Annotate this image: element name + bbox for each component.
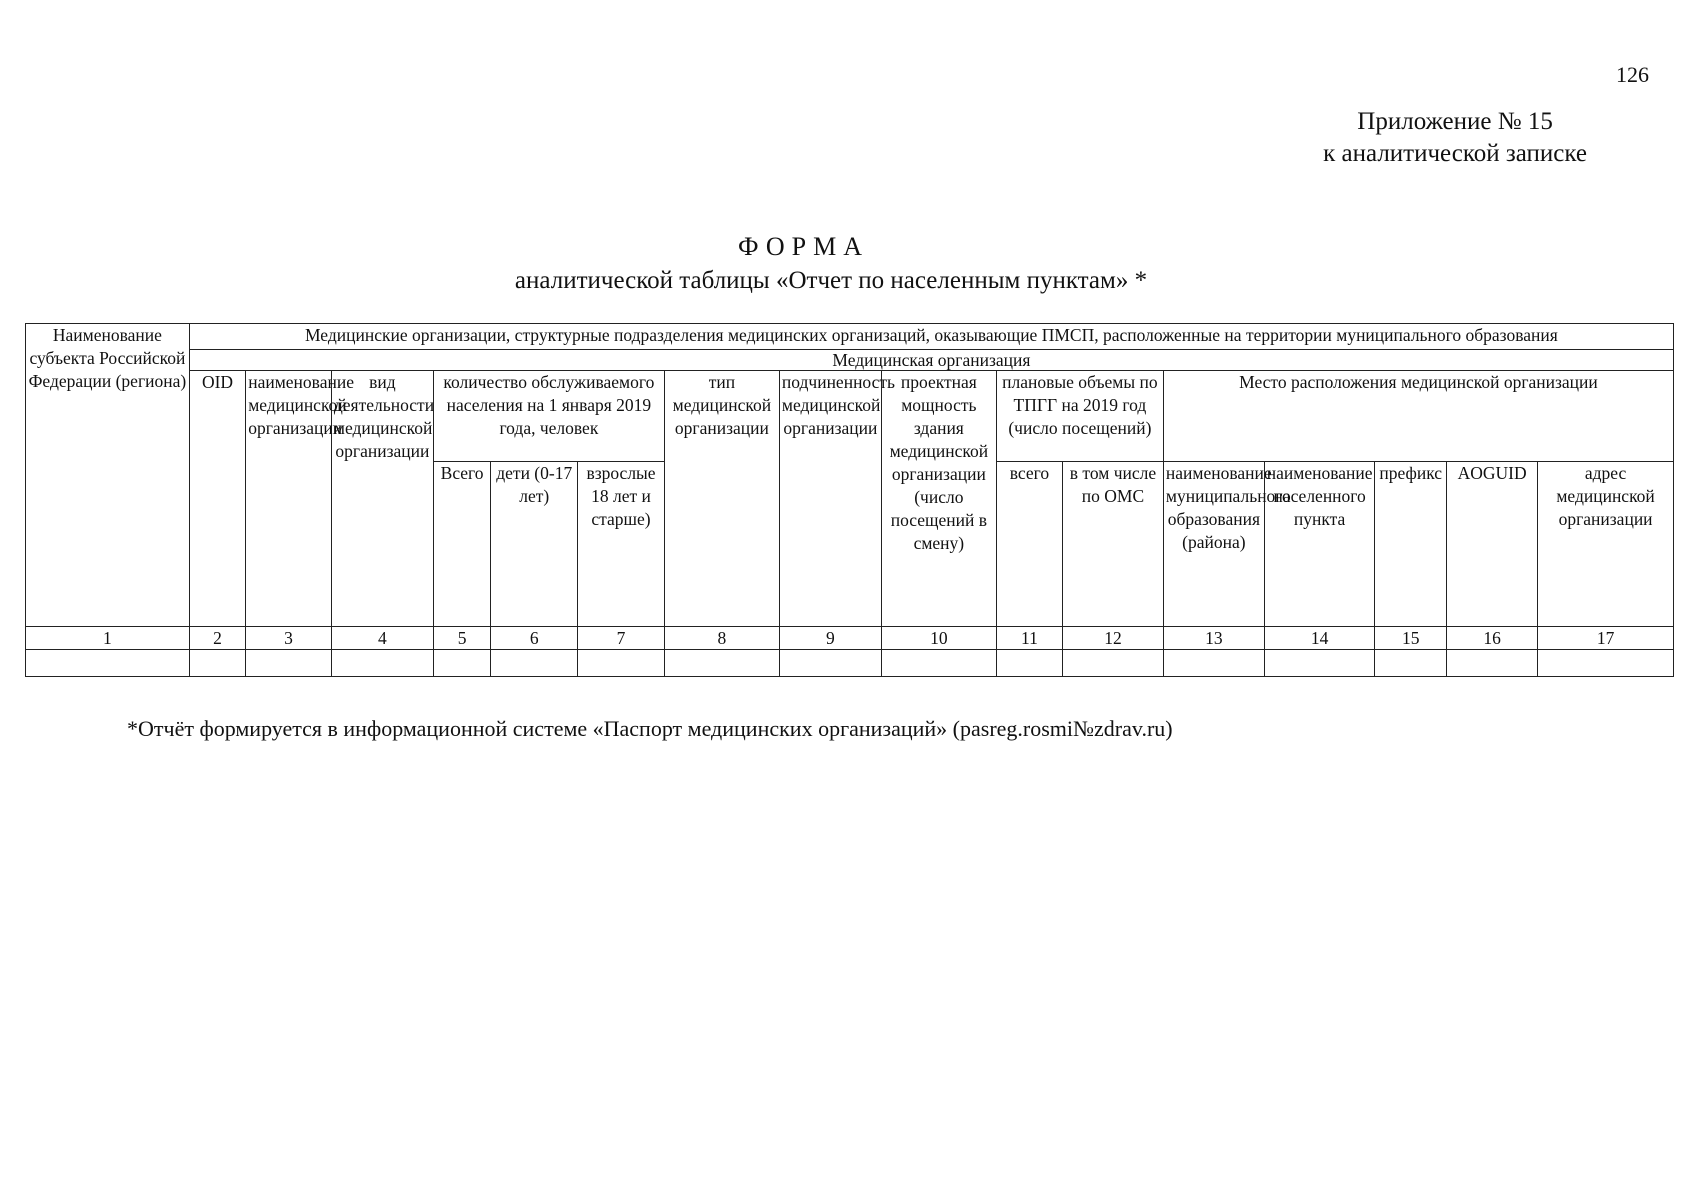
header-prefix: префикс	[1375, 462, 1447, 627]
empty-cell	[1264, 650, 1375, 677]
header-medical-organization: Медицинская организация	[189, 350, 1673, 371]
column-number: 2	[189, 627, 245, 650]
empty-cell	[331, 650, 433, 677]
header-population: количество обслуживаемого населения на 1 января 2019 года, человек	[433, 371, 664, 462]
header-address: адрес медицинской организации	[1538, 462, 1674, 627]
empty-cell	[1163, 650, 1264, 677]
header-population-adults: взрослые 18 лет и старше)	[578, 462, 665, 627]
column-number: 10	[881, 627, 996, 650]
empty-cell	[664, 650, 779, 677]
appendix-line-1: Приложение № 15	[1357, 108, 1553, 135]
header-organizations: Медицинские организации, структурные подразделения медицинских организаций, оказывающие ПМСП, расположенные на территории муниципального образования	[189, 324, 1673, 350]
empty-cell	[1447, 650, 1538, 677]
column-number: 8	[664, 627, 779, 650]
empty-cell	[433, 650, 490, 677]
header-planned-total: всего	[996, 462, 1062, 627]
column-number: 11	[996, 627, 1062, 650]
header-municipality: наименование муниципального образования (района)	[1163, 462, 1264, 627]
empty-data-row	[26, 650, 1674, 677]
header-population-children: дети (0-17 лет)	[491, 462, 578, 627]
column-number: 6	[491, 627, 578, 650]
header-location: Место расположения медицинской организации	[1163, 371, 1673, 462]
empty-cell	[491, 650, 578, 677]
column-number: 14	[1264, 627, 1375, 650]
form-subtitle: аналитической таблицы «Отчет по населенным пунктам» *	[514, 267, 1148, 294]
header-activity: вид деятельности медицинской организации	[331, 371, 433, 627]
empty-cell	[1375, 650, 1447, 677]
header-org-type: тип медицинской организации	[664, 371, 779, 627]
appendix-label	[1323, 106, 1587, 170]
appendix-line-2: к аналитической записке	[1323, 140, 1587, 167]
empty-cell	[26, 650, 190, 677]
column-number: 13	[1163, 627, 1264, 650]
empty-cell	[996, 650, 1062, 677]
column-number-row	[26, 627, 1674, 650]
header-region: Наименование субъекта Российской Федерации (региона)	[26, 324, 190, 627]
empty-cell	[246, 650, 332, 677]
title-block	[0, 230, 1697, 298]
header-aoguid: AOGUID	[1447, 462, 1538, 627]
header-planned-volumes: плановые объемы по ТПГГ на 2019 год (число посещений)	[996, 371, 1163, 462]
report-table	[25, 323, 1674, 677]
column-number: 12	[1063, 627, 1164, 650]
column-number: 5	[433, 627, 490, 650]
empty-cell	[189, 650, 245, 677]
empty-cell	[881, 650, 996, 677]
column-number: 3	[246, 627, 332, 650]
header-settlement: наименование населенного пункта	[1264, 462, 1375, 627]
header-subordination: подчиненность медицинской организации	[779, 371, 881, 627]
column-number: 7	[578, 627, 665, 650]
header-population-total: Всего	[433, 462, 490, 627]
header-planned-oms: в том числе по ОМС	[1063, 462, 1164, 627]
column-number: 4	[331, 627, 433, 650]
header-oid: OID	[189, 371, 245, 627]
header-capacity: проектная мощность здания медицинской организации (число посещений в смену)	[881, 371, 996, 627]
empty-cell	[779, 650, 881, 677]
column-number: 15	[1375, 627, 1447, 650]
empty-cell	[1063, 650, 1164, 677]
footnote: *Отчёт формируется в информационной системе «Паспорт медицинских организаций» (pasreg.rosmi№zdrav.ru)	[127, 716, 1173, 741]
column-number: 16	[1447, 627, 1538, 650]
column-number: 9	[779, 627, 881, 650]
empty-cell	[1538, 650, 1674, 677]
page-number: 126	[1616, 62, 1649, 87]
header-org-name: наименование медицинской организации	[246, 371, 332, 627]
form-title: ФОРМА	[738, 232, 869, 261]
empty-cell	[578, 650, 665, 677]
column-number: 17	[1538, 627, 1674, 650]
column-number: 1	[26, 627, 190, 650]
